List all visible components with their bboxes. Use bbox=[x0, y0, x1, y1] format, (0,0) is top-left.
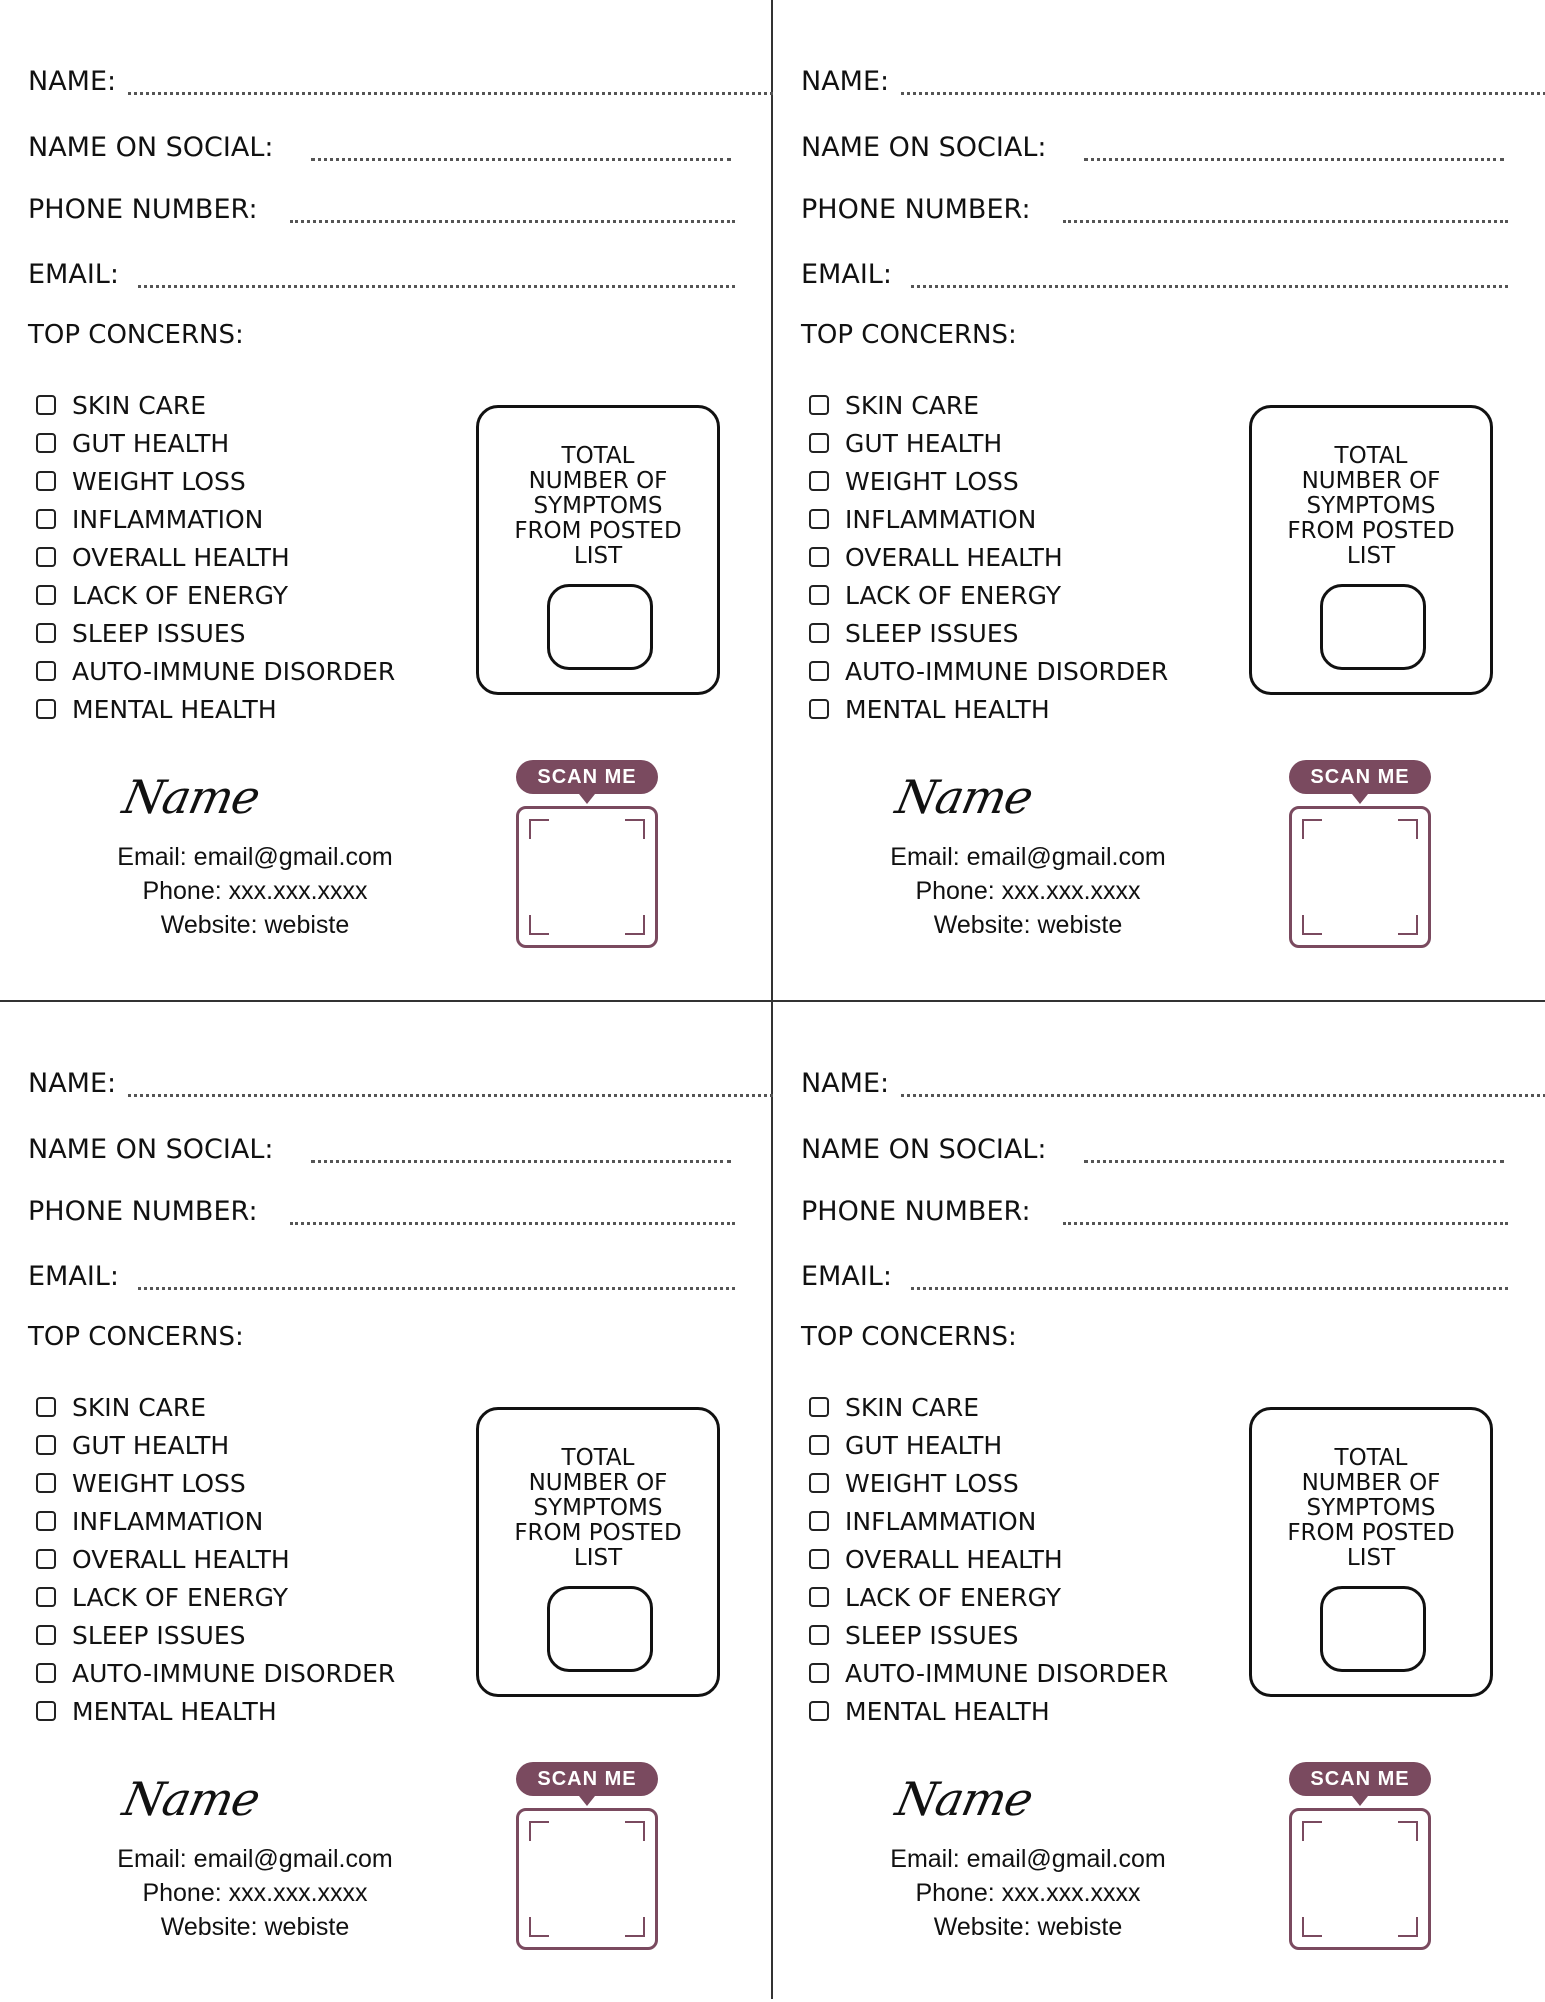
social-line[interactable] bbox=[1084, 1160, 1504, 1163]
checkbox[interactable] bbox=[36, 1701, 56, 1721]
phone-label: PHONE NUMBER: bbox=[28, 194, 258, 225]
top-concerns-heading: TOP CONCERNS: bbox=[801, 320, 1017, 350]
concern-item[interactable] bbox=[809, 1388, 1168, 1426]
checkbox[interactable] bbox=[809, 661, 829, 681]
qr-corner-icon bbox=[1398, 1821, 1418, 1841]
email-label: EMAIL: bbox=[28, 1261, 119, 1292]
name-label: NAME: bbox=[801, 1068, 890, 1099]
intake-card bbox=[773, 0, 1545, 1000]
badge-pointer-icon bbox=[1352, 1796, 1368, 1806]
contact-info bbox=[843, 840, 1213, 942]
name-label: NAME: bbox=[28, 1068, 117, 1099]
concern-label: AUTO-IMMUNE DISORDER bbox=[845, 1658, 1169, 1688]
concern-item[interactable] bbox=[36, 1578, 395, 1616]
email-line[interactable] bbox=[911, 285, 1508, 288]
caption-line: FROM POSTED bbox=[1287, 518, 1455, 544]
checkbox[interactable] bbox=[809, 433, 829, 453]
signature: Name bbox=[891, 770, 1038, 824]
checkbox[interactable] bbox=[36, 1663, 56, 1683]
concern-label: SLEEP ISSUES bbox=[72, 618, 246, 648]
concern-item[interactable] bbox=[36, 538, 395, 576]
concern-label: SLEEP ISSUES bbox=[845, 618, 1019, 648]
social-line[interactable] bbox=[311, 1160, 731, 1163]
concern-item[interactable] bbox=[809, 538, 1168, 576]
scan-me-badge bbox=[516, 1762, 658, 1796]
badge-pointer-icon bbox=[579, 1796, 595, 1806]
qr-corner-icon bbox=[625, 1917, 645, 1937]
name-field[interactable] bbox=[28, 55, 116, 95]
checkbox[interactable] bbox=[36, 509, 56, 529]
caption-line: NUMBER OF bbox=[528, 468, 668, 494]
checkbox[interactable] bbox=[809, 1435, 829, 1455]
concern-item[interactable] bbox=[36, 1692, 395, 1730]
caption-line: NUMBER OF bbox=[528, 1470, 668, 1496]
symptom-count-box bbox=[1249, 405, 1493, 695]
caption-line: TOTAL bbox=[1334, 1445, 1408, 1471]
checkbox[interactable] bbox=[36, 1435, 56, 1455]
caption-line: FROM POSTED bbox=[514, 518, 682, 544]
concern-item[interactable] bbox=[809, 690, 1168, 728]
phone-label: PHONE NUMBER: bbox=[801, 1196, 1031, 1227]
qr-code-placeholder[interactable] bbox=[516, 806, 658, 948]
intake-card bbox=[773, 1002, 1545, 2002]
concern-label: OVERALL HEALTH bbox=[72, 1544, 290, 1574]
concern-label: SKIN CARE bbox=[72, 1392, 207, 1422]
symptom-count-caption bbox=[1252, 444, 1490, 569]
concerns-checklist bbox=[36, 386, 395, 728]
concern-label: WEIGHT LOSS bbox=[845, 466, 1019, 496]
contact-info bbox=[70, 1842, 440, 1944]
checkbox[interactable] bbox=[36, 395, 56, 415]
qr-corner-icon bbox=[1302, 1917, 1322, 1937]
contact-info bbox=[843, 1842, 1213, 1944]
concern-label: INFLAMMATION bbox=[72, 504, 264, 534]
concern-item[interactable] bbox=[809, 424, 1168, 462]
concern-label: LACK OF ENERGY bbox=[72, 580, 289, 610]
contact-phone: Phone: xxx.xxx.xxxx bbox=[915, 1879, 1141, 1907]
caption-line: LIST bbox=[573, 1545, 623, 1571]
checkbox[interactable] bbox=[809, 1511, 829, 1531]
checkbox[interactable] bbox=[809, 1473, 829, 1493]
email-field[interactable] bbox=[801, 1250, 892, 1290]
concern-label: OVERALL HEALTH bbox=[845, 1544, 1063, 1574]
qr-code-placeholder[interactable] bbox=[1289, 1808, 1431, 1950]
badge-pointer-icon bbox=[579, 794, 595, 804]
qr-corner-icon bbox=[1398, 1917, 1418, 1937]
scan-me-label: SCAN ME bbox=[537, 766, 637, 788]
name-line[interactable] bbox=[128, 1094, 773, 1097]
concern-item[interactable] bbox=[809, 576, 1168, 614]
checkbox[interactable] bbox=[809, 1587, 829, 1607]
symptom-count-input[interactable] bbox=[547, 584, 653, 670]
phone-label: PHONE NUMBER: bbox=[28, 1196, 258, 1227]
concern-label: GUT HEALTH bbox=[72, 1430, 230, 1460]
concern-item[interactable] bbox=[36, 424, 395, 462]
social-label: NAME ON SOCIAL: bbox=[28, 1134, 274, 1165]
caption-line: SYMPTOMS bbox=[1306, 1495, 1436, 1521]
concern-item[interactable] bbox=[36, 690, 395, 728]
concern-item[interactable] bbox=[36, 576, 395, 614]
top-concerns-heading: TOP CONCERNS: bbox=[28, 320, 244, 350]
concern-label: SKIN CARE bbox=[845, 1392, 980, 1422]
contact-email: Email: email@gmail.com bbox=[117, 1845, 393, 1873]
name-line[interactable] bbox=[901, 92, 1545, 95]
concern-label: LACK OF ENERGY bbox=[845, 580, 1062, 610]
checkbox[interactable] bbox=[36, 699, 56, 719]
contact-website: Website: webiste bbox=[933, 911, 1123, 939]
checkbox[interactable] bbox=[36, 623, 56, 643]
contact-website: Website: webiste bbox=[160, 1913, 350, 1941]
concerns-checklist bbox=[809, 1388, 1168, 1730]
caption-line: TOTAL bbox=[1334, 443, 1408, 469]
contact-website: Website: webiste bbox=[933, 1913, 1123, 1941]
concern-label: LACK OF ENERGY bbox=[845, 1582, 1062, 1612]
social-line[interactable] bbox=[311, 158, 731, 161]
qr-corner-icon bbox=[529, 915, 549, 935]
concern-label: SKIN CARE bbox=[72, 390, 207, 420]
caption-line: FROM POSTED bbox=[1287, 1520, 1455, 1546]
signature: Name bbox=[118, 1772, 265, 1826]
email-line[interactable] bbox=[138, 1287, 735, 1290]
checkbox[interactable] bbox=[809, 1701, 829, 1721]
concern-item[interactable] bbox=[809, 500, 1168, 538]
qr-corner-icon bbox=[1302, 1821, 1322, 1841]
social-label: NAME ON SOCIAL: bbox=[801, 1134, 1047, 1165]
concern-item[interactable] bbox=[809, 1426, 1168, 1464]
concern-item[interactable] bbox=[36, 500, 395, 538]
signature: Name bbox=[891, 1772, 1038, 1826]
checkbox[interactable] bbox=[809, 1663, 829, 1683]
concern-label: GUT HEALTH bbox=[72, 428, 230, 458]
email-field[interactable] bbox=[28, 1250, 119, 1290]
qr-corner-icon bbox=[529, 1821, 549, 1841]
concern-item[interactable] bbox=[36, 1464, 395, 1502]
caption-line: NUMBER OF bbox=[1301, 1470, 1441, 1496]
concern-item[interactable] bbox=[809, 1464, 1168, 1502]
caption-line: NUMBER OF bbox=[1301, 468, 1441, 494]
checkbox[interactable] bbox=[36, 1397, 56, 1417]
checkbox[interactable] bbox=[36, 471, 56, 491]
concern-item[interactable] bbox=[809, 614, 1168, 652]
concern-item[interactable] bbox=[36, 1540, 395, 1578]
checkbox[interactable] bbox=[809, 1397, 829, 1417]
checkbox[interactable] bbox=[809, 623, 829, 643]
concern-item[interactable] bbox=[809, 1654, 1168, 1692]
concern-label: GUT HEALTH bbox=[845, 1430, 1003, 1460]
social-label: NAME ON SOCIAL: bbox=[801, 132, 1047, 163]
checkbox[interactable] bbox=[809, 509, 829, 529]
concern-label: SLEEP ISSUES bbox=[845, 1620, 1019, 1650]
caption-line: LIST bbox=[1346, 1545, 1396, 1571]
qr-corner-icon bbox=[1302, 819, 1322, 839]
contact-phone: Phone: xxx.xxx.xxxx bbox=[915, 877, 1141, 905]
checkbox[interactable] bbox=[809, 1549, 829, 1569]
checkbox[interactable] bbox=[809, 395, 829, 415]
concern-label: AUTO-IMMUNE DISORDER bbox=[845, 656, 1169, 686]
phone-line[interactable] bbox=[290, 220, 735, 223]
caption-line: SYMPTOMS bbox=[1306, 493, 1436, 519]
concern-item[interactable] bbox=[36, 1388, 395, 1426]
contact-phone: Phone: xxx.xxx.xxxx bbox=[142, 1879, 368, 1907]
qr-corner-icon bbox=[529, 819, 549, 839]
concern-label: SKIN CARE bbox=[845, 390, 980, 420]
scan-me-label: SCAN ME bbox=[1310, 766, 1410, 788]
name-field[interactable] bbox=[801, 55, 889, 95]
concern-item[interactable] bbox=[809, 1616, 1168, 1654]
concern-label: LACK OF ENERGY bbox=[72, 1582, 289, 1612]
symptom-count-box bbox=[476, 1407, 720, 1697]
concern-item[interactable] bbox=[36, 1616, 395, 1654]
contact-phone: Phone: xxx.xxx.xxxx bbox=[142, 877, 368, 905]
contact-email: Email: email@gmail.com bbox=[890, 843, 1166, 871]
social-line[interactable] bbox=[1084, 158, 1504, 161]
concern-label: WEIGHT LOSS bbox=[845, 1468, 1019, 1498]
top-concerns-heading: TOP CONCERNS: bbox=[801, 1322, 1017, 1352]
intake-card bbox=[0, 1002, 772, 2002]
concern-label: MENTAL HEALTH bbox=[845, 1696, 1050, 1726]
concern-item[interactable] bbox=[36, 652, 395, 690]
email-field[interactable] bbox=[801, 248, 892, 288]
intake-card bbox=[0, 0, 772, 1000]
checkbox[interactable] bbox=[36, 433, 56, 453]
social-field[interactable] bbox=[28, 121, 273, 161]
concern-label: SLEEP ISSUES bbox=[72, 1620, 246, 1650]
caption-line: FROM POSTED bbox=[514, 1520, 682, 1546]
qr-corner-icon bbox=[625, 915, 645, 935]
phone-field[interactable] bbox=[801, 183, 1031, 223]
concern-label: INFLAMMATION bbox=[845, 1506, 1037, 1536]
scan-me-label: SCAN ME bbox=[537, 1768, 637, 1790]
concern-item[interactable] bbox=[36, 614, 395, 652]
concern-label: INFLAMMATION bbox=[845, 504, 1037, 534]
checkbox[interactable] bbox=[809, 699, 829, 719]
qr-code-placeholder[interactable] bbox=[1289, 806, 1431, 948]
social-field[interactable] bbox=[28, 1123, 273, 1163]
checkbox[interactable] bbox=[36, 585, 56, 605]
concern-label: GUT HEALTH bbox=[845, 428, 1003, 458]
symptom-count-input[interactable] bbox=[1320, 584, 1426, 670]
symptom-count-input[interactable] bbox=[547, 1586, 653, 1672]
checkbox[interactable] bbox=[809, 471, 829, 491]
concern-label: MENTAL HEALTH bbox=[72, 1696, 277, 1726]
qr-corner-icon bbox=[1302, 915, 1322, 935]
contact-email: Email: email@gmail.com bbox=[117, 843, 393, 871]
symptom-count-box bbox=[476, 405, 720, 695]
symptom-count-box bbox=[1249, 1407, 1493, 1697]
concern-item[interactable] bbox=[809, 462, 1168, 500]
concern-item[interactable] bbox=[809, 1692, 1168, 1730]
phone-field[interactable] bbox=[28, 1185, 258, 1225]
email-line[interactable] bbox=[138, 285, 735, 288]
checkbox[interactable] bbox=[36, 547, 56, 567]
social-field[interactable] bbox=[801, 121, 1046, 161]
qr-code-placeholder[interactable] bbox=[516, 1808, 658, 1950]
caption-line: LIST bbox=[1346, 543, 1396, 569]
scan-me-badge bbox=[1289, 760, 1431, 794]
concern-label: INFLAMMATION bbox=[72, 1506, 264, 1536]
name-line[interactable] bbox=[901, 1094, 1545, 1097]
concern-label: WEIGHT LOSS bbox=[72, 466, 246, 496]
concern-item[interactable] bbox=[36, 1502, 395, 1540]
concern-item[interactable] bbox=[36, 1426, 395, 1464]
concern-item[interactable] bbox=[809, 1540, 1168, 1578]
top-concerns-heading: TOP CONCERNS: bbox=[28, 1322, 244, 1352]
concern-label: WEIGHT LOSS bbox=[72, 1468, 246, 1498]
social-field[interactable] bbox=[801, 1123, 1046, 1163]
qr-corner-icon bbox=[1398, 915, 1418, 935]
checkbox[interactable] bbox=[36, 1473, 56, 1493]
phone-line[interactable] bbox=[290, 1222, 735, 1225]
concern-label: OVERALL HEALTH bbox=[845, 542, 1063, 572]
badge-pointer-icon bbox=[1352, 794, 1368, 804]
scan-me-badge bbox=[516, 760, 658, 794]
checkbox[interactable] bbox=[809, 1625, 829, 1645]
checkbox[interactable] bbox=[36, 1625, 56, 1645]
concern-label: AUTO-IMMUNE DISORDER bbox=[72, 656, 396, 686]
phone-line[interactable] bbox=[1063, 1222, 1508, 1225]
concern-item[interactable] bbox=[36, 386, 395, 424]
contact-info bbox=[70, 840, 440, 942]
contact-website: Website: webiste bbox=[160, 911, 350, 939]
concern-item[interactable] bbox=[809, 1578, 1168, 1616]
caption-line: SYMPTOMS bbox=[533, 1495, 663, 1521]
caption-line: TOTAL bbox=[561, 1445, 635, 1471]
checkbox[interactable] bbox=[809, 585, 829, 605]
checkbox[interactable] bbox=[36, 1587, 56, 1607]
phone-field[interactable] bbox=[801, 1185, 1031, 1225]
concern-label: AUTO-IMMUNE DISORDER bbox=[72, 1658, 396, 1688]
checkbox[interactable] bbox=[36, 1511, 56, 1531]
concern-label: MENTAL HEALTH bbox=[845, 694, 1050, 724]
name-field[interactable] bbox=[801, 1057, 889, 1097]
qr-corner-icon bbox=[625, 819, 645, 839]
name-line[interactable] bbox=[128, 92, 773, 95]
concern-item[interactable] bbox=[36, 1654, 395, 1692]
checkbox[interactable] bbox=[36, 1549, 56, 1569]
caption-line: LIST bbox=[573, 543, 623, 569]
phone-label: PHONE NUMBER: bbox=[801, 194, 1031, 225]
caption-line: TOTAL bbox=[561, 443, 635, 469]
concern-label: MENTAL HEALTH bbox=[72, 694, 277, 724]
scan-me-badge bbox=[1289, 1762, 1431, 1796]
concern-item[interactable] bbox=[809, 652, 1168, 690]
caption-line: SYMPTOMS bbox=[533, 493, 663, 519]
qr-corner-icon bbox=[1398, 819, 1418, 839]
checkbox[interactable] bbox=[36, 661, 56, 681]
scan-me-label: SCAN ME bbox=[1310, 1768, 1410, 1790]
social-label: NAME ON SOCIAL: bbox=[28, 132, 274, 163]
symptom-count-caption bbox=[479, 444, 717, 569]
symptom-count-input[interactable] bbox=[1320, 1586, 1426, 1672]
email-label: EMAIL: bbox=[801, 1261, 892, 1292]
symptom-count-caption bbox=[1252, 1446, 1490, 1571]
symptom-count-caption bbox=[479, 1446, 717, 1571]
name-field[interactable] bbox=[28, 1057, 116, 1097]
email-line[interactable] bbox=[911, 1287, 1508, 1290]
email-label: EMAIL: bbox=[28, 259, 119, 290]
phone-field[interactable] bbox=[28, 183, 258, 223]
email-field[interactable] bbox=[28, 248, 119, 288]
concern-label: OVERALL HEALTH bbox=[72, 542, 290, 572]
qr-corner-icon bbox=[529, 1917, 549, 1937]
concern-item[interactable] bbox=[36, 462, 395, 500]
contact-email: Email: email@gmail.com bbox=[890, 1845, 1166, 1873]
signature: Name bbox=[118, 770, 265, 824]
concern-item[interactable] bbox=[809, 1502, 1168, 1540]
checkbox[interactable] bbox=[809, 547, 829, 567]
phone-line[interactable] bbox=[1063, 220, 1508, 223]
concerns-checklist bbox=[36, 1388, 395, 1730]
name-label: NAME: bbox=[28, 66, 117, 97]
email-label: EMAIL: bbox=[801, 259, 892, 290]
concern-item[interactable] bbox=[809, 386, 1168, 424]
concerns-checklist bbox=[809, 386, 1168, 728]
qr-corner-icon bbox=[625, 1821, 645, 1841]
name-label: NAME: bbox=[801, 66, 890, 97]
